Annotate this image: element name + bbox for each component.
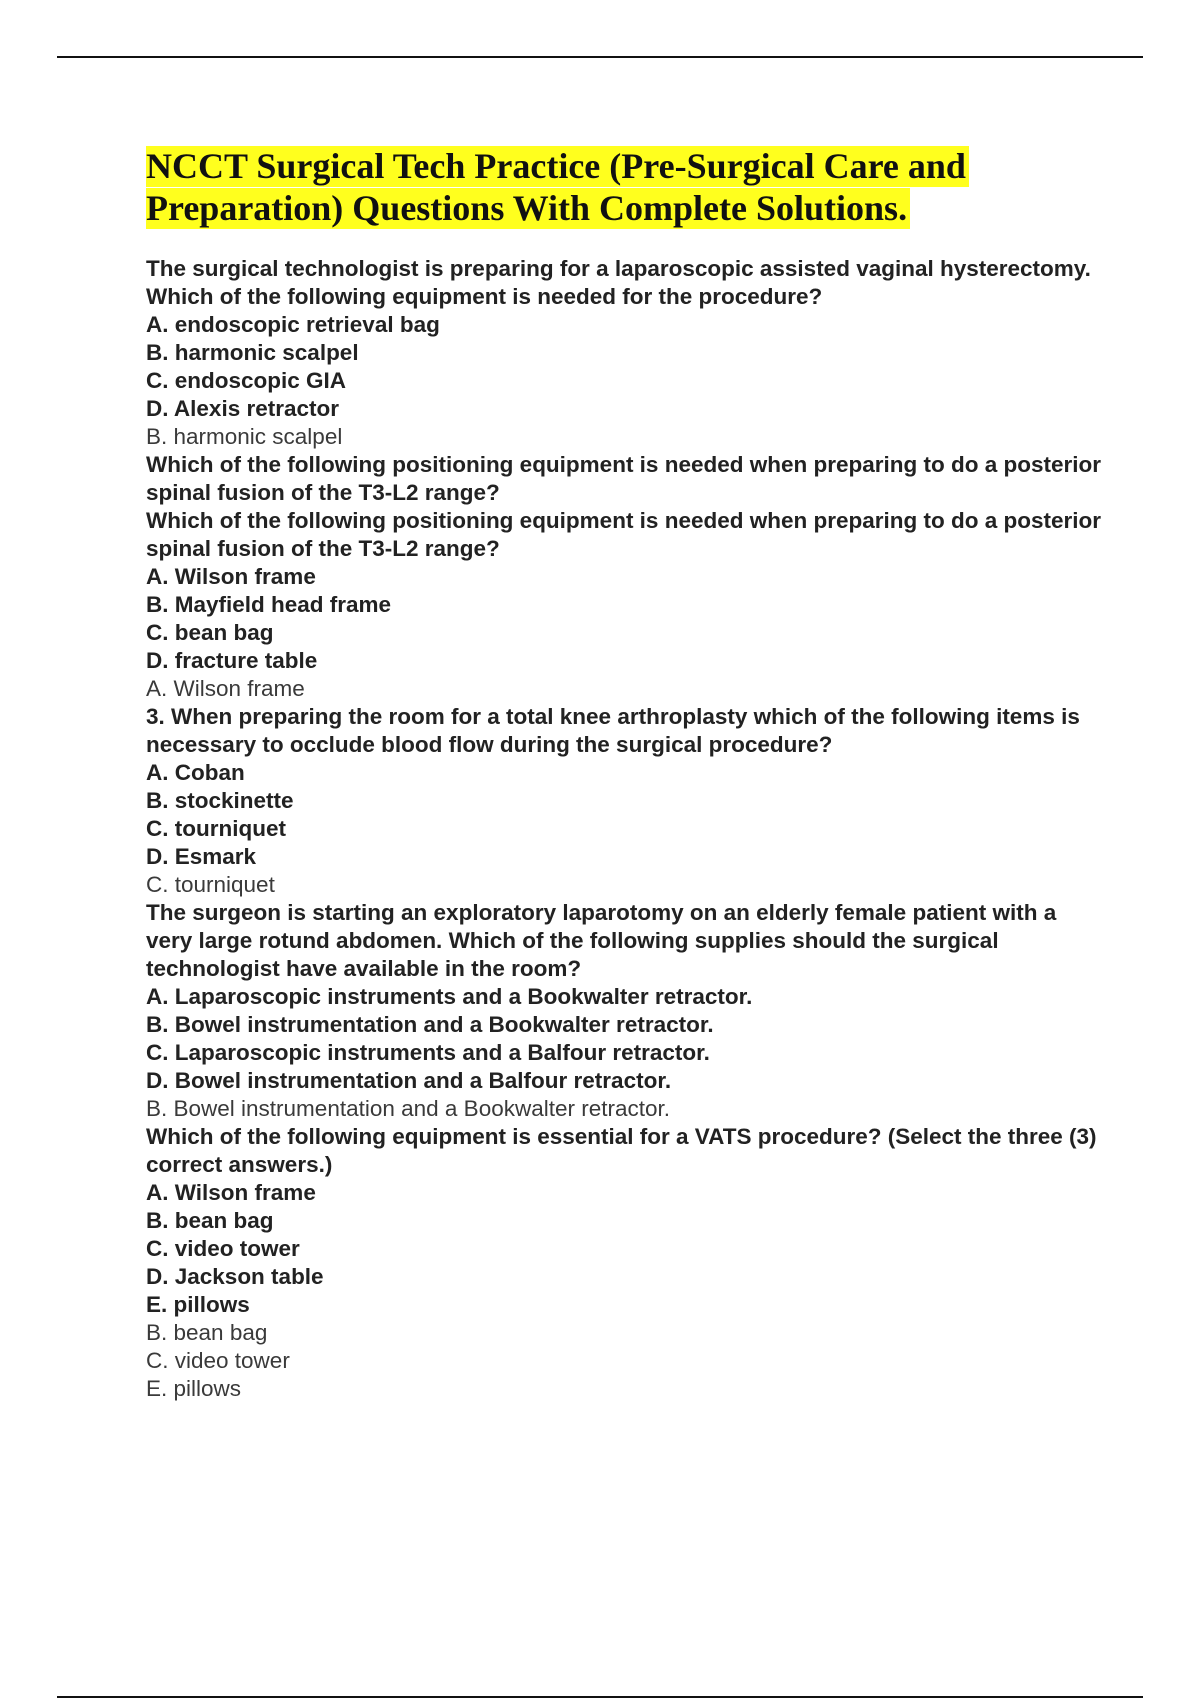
answer-option: A. endoscopic retrieval bag [146,312,440,337]
question-prompt: 3. When preparing the room for a total knee arthroplasty which of the following items is necessary to occlude blood flow during the surgical procedure? [146,704,1080,757]
answer-option: C. bean bag [146,620,274,645]
correct-answer: C. video tower [146,1348,290,1373]
question-prompt-repeat: Which of the following positioning equipment is needed when preparing to do a posterior spinal fusion of the T3-L2 range? [146,508,1101,561]
top-rule [57,56,1143,58]
answer-option: D. Alexis retractor [146,396,339,421]
answer-option: C. video tower [146,1236,300,1261]
answer-option: D. Esmark [146,844,257,869]
question-block-5 [146,1123,1106,1403]
bottom-rule [57,1696,1143,1698]
correct-answer: B. bean bag [146,1320,268,1345]
answer-option: B. bean bag [146,1208,274,1233]
answer-option: A. Wilson frame [146,564,316,589]
correct-answer: B. Bowel instrumentation and a Bookwalter retractor. [146,1096,671,1121]
question-prompt: The surgeon is starting an exploratory laparotomy on an elderly female patient with a very large rotund abdomen. Which of the following supplies should the surgical technologist have available in the room? [146,900,1057,981]
answer-option: E. pillows [146,1292,250,1317]
question-block-2 [146,451,1106,703]
document-body [146,145,1106,1403]
answer-option: C. Laparoscopic instruments and a Balfour retractor. [146,1040,710,1065]
answer-option: B. Bowel instrumentation and a Bookwalter retractor. [146,1012,714,1037]
title-highlight: NCCT Surgical Tech Practice (Pre-Surgical Care and Preparation) Questions With Complete Solutions. [146,146,969,229]
answer-option: A. Laparoscopic instruments and a Bookwalter retractor. [146,984,753,1009]
question-prompt: The surgical technologist is preparing for a laparoscopic assisted vaginal hysterectomy. Which of the following equipment is needed for the procedure? [146,256,1091,309]
question-block-1 [146,255,1106,451]
question-block-4 [146,899,1106,1123]
question-prompt: Which of the following positioning equipment is needed when preparing to do a posterior spinal fusion of the T3-L2 range? [146,452,1101,505]
answer-option: B. harmonic scalpel [146,340,359,365]
answer-option: B. Mayfield head frame [146,592,392,617]
answer-option: B. stockinette [146,788,294,813]
answer-option: D. Bowel instrumentation and a Balfour retractor. [146,1068,672,1093]
correct-answer: E. pillows [146,1376,242,1401]
answer-option: A. Wilson frame [146,1180,316,1205]
question-prompt: Which of the following equipment is essential for a VATS procedure? (Select the three (3) correct answers.) [146,1124,1097,1177]
correct-answer: B. harmonic scalpel [146,424,343,449]
correct-answer: A. Wilson frame [146,676,305,701]
answer-option: D. Jackson table [146,1264,324,1289]
question-block-3 [146,703,1106,899]
answer-option: D. fracture table [146,648,318,673]
answer-option: C. endoscopic GIA [146,368,347,393]
document-title [146,145,1106,229]
correct-answer: C. tourniquet [146,872,275,897]
answer-option: C. tourniquet [146,816,286,841]
answer-option: A. Coban [146,760,245,785]
